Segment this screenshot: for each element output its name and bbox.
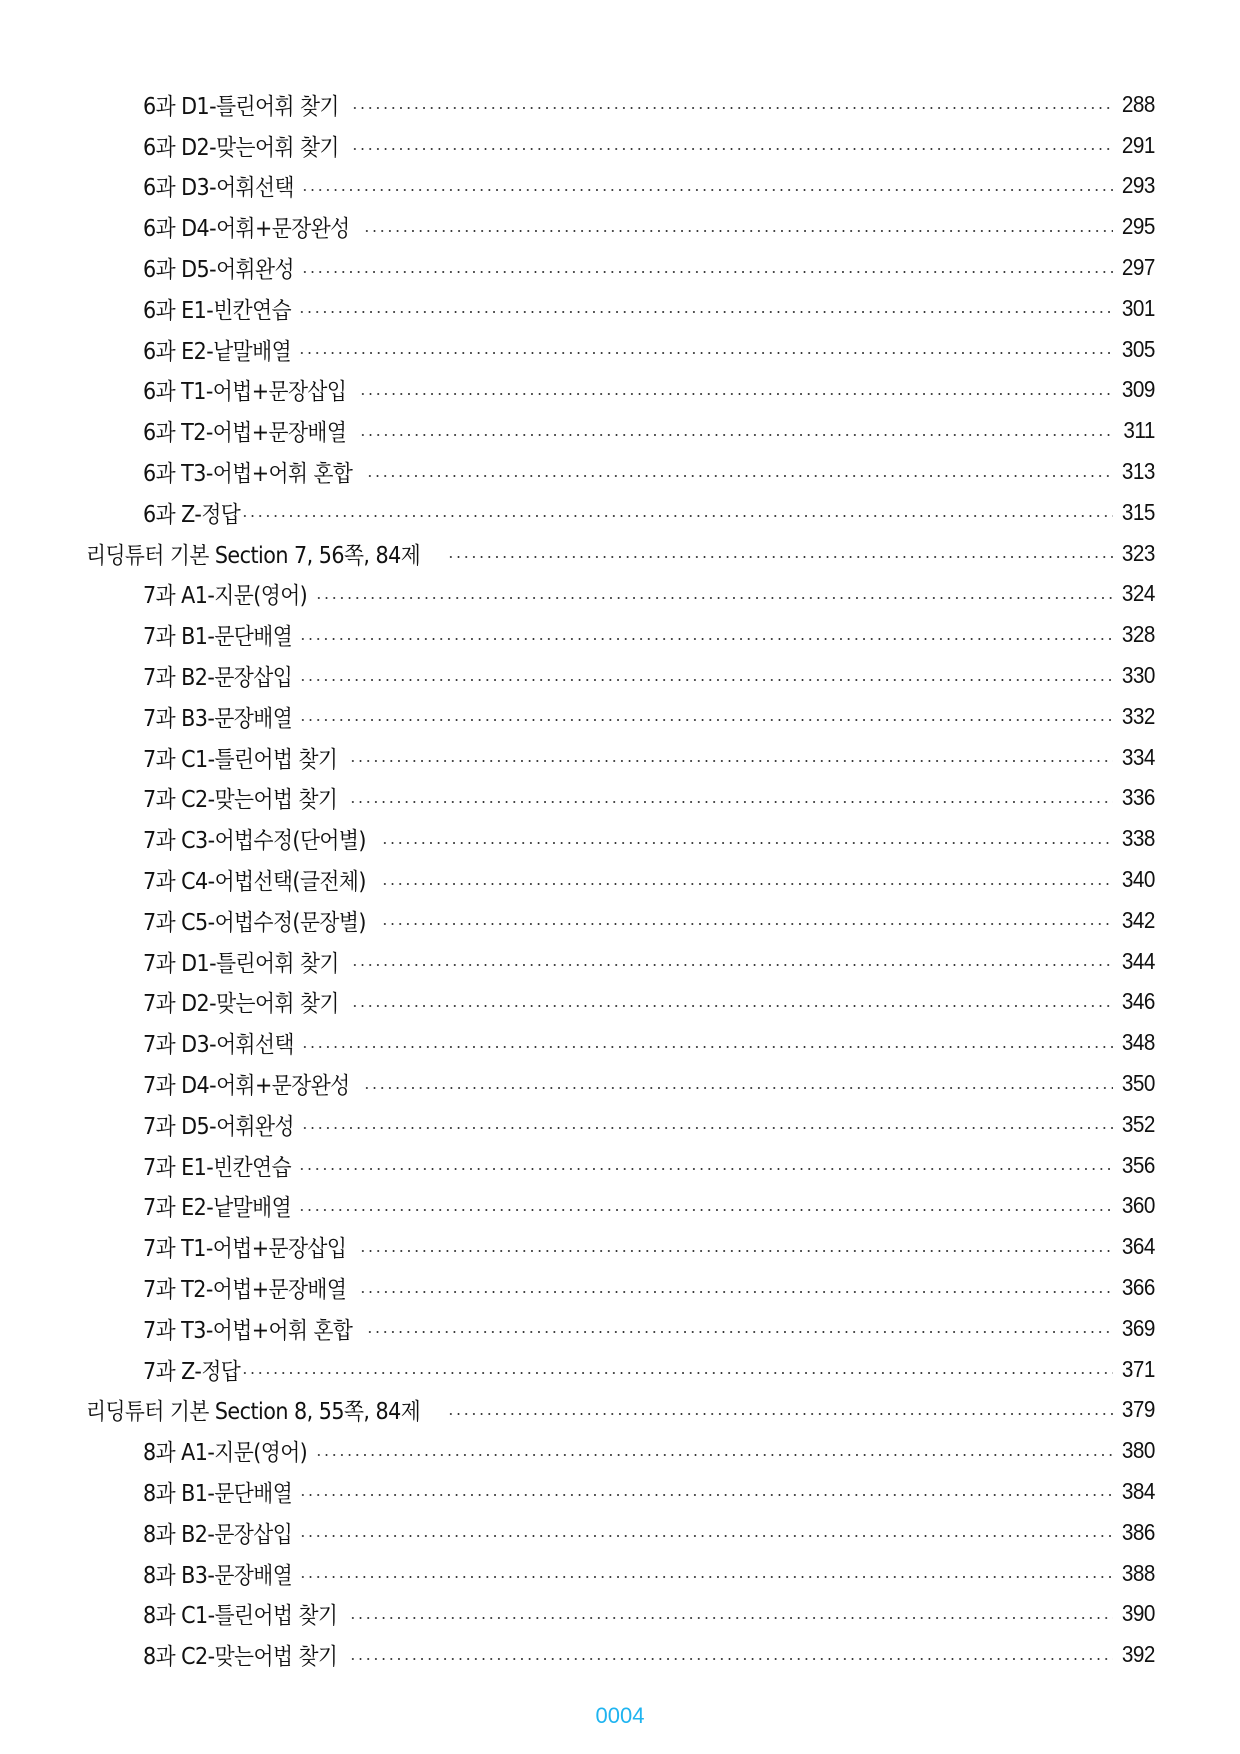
toc-entry-page-number: 324 — [1121, 580, 1155, 607]
toc-lesson-entry[interactable] — [0, 370, 1240, 411]
dot-leader — [349, 760, 1113, 762]
toc-entry-title: 7과 E1-빈칸연습 — [143, 1154, 292, 1181]
dot-leader — [359, 434, 1113, 436]
toc-lesson-entry[interactable] — [0, 125, 1240, 166]
toc-entry-page-number: 336 — [1121, 784, 1155, 811]
toc-entry-page-number: 330 — [1121, 662, 1155, 689]
toc-entry-page-number: 291 — [1121, 131, 1155, 158]
page-number-footer: 0004 — [595, 1703, 645, 1728]
toc-entry-title: 7과 T2-어법+문장배열 — [143, 1277, 347, 1303]
toc-entry-title: 6과 D1-틀린어휘 찾기 — [143, 93, 339, 120]
toc-entry-page-number: 288 — [1121, 90, 1155, 117]
toc-entry-title: 8과 C1-틀린어법 찾기 — [143, 1603, 338, 1630]
toc-lesson-entry[interactable] — [0, 696, 1240, 737]
toc-section-entry[interactable] — [0, 1390, 1240, 1431]
toc-lesson-entry[interactable] — [0, 614, 1240, 655]
toc-lesson-entry[interactable] — [0, 1308, 1240, 1349]
toc-entry-page-number: 297 — [1121, 254, 1155, 281]
toc-entry-title: 7과 T1-어법+문장삽입 — [143, 1236, 347, 1263]
toc-entry-page-number: 309 — [1121, 376, 1155, 403]
toc-entry-page-number: 348 — [1121, 1029, 1155, 1056]
toc-entry-page-number: 293 — [1121, 172, 1155, 199]
toc-entry-title: 7과 D3-어휘선택 — [143, 1032, 294, 1059]
toc-lesson-entry[interactable] — [0, 778, 1240, 819]
toc-entry-title: 6과 E2-낱말배열 — [143, 338, 292, 365]
toc-lesson-entry[interactable] — [0, 1349, 1240, 1390]
dot-leader — [299, 1494, 1113, 1496]
toc-entry-page-number: 338 — [1121, 825, 1155, 852]
toc-entry-title: 7과 C4-어법선택(글전체) — [143, 869, 366, 896]
dot-leader — [241, 1372, 1113, 1374]
toc-entry-page-number: 366 — [1121, 1274, 1155, 1300]
dot-leader — [349, 1658, 1113, 1660]
toc-lesson-entry[interactable] — [0, 1226, 1240, 1267]
dot-leader — [298, 1168, 1114, 1170]
toc-entry-title: 6과 Z-정답 — [143, 501, 241, 528]
toc-lesson-entry[interactable] — [0, 1553, 1240, 1594]
dot-leader — [381, 923, 1113, 925]
toc-lesson-entry[interactable] — [0, 1145, 1240, 1186]
toc-lesson-entry[interactable] — [0, 941, 1240, 982]
dot-leader — [301, 1127, 1113, 1129]
dot-leader — [351, 964, 1113, 966]
dot-leader — [351, 107, 1113, 109]
toc-lesson-entry[interactable] — [0, 1022, 1240, 1063]
toc-lesson-entry[interactable] — [0, 859, 1240, 900]
toc-entry-title: 6과 T1-어법+문장삽입 — [143, 379, 347, 406]
toc-entry-title: 리딩튜터 기본 Section 7, 56쪽, 84제 — [86, 542, 421, 569]
toc-entry-title: 7과 C5-어법수정(문장별) — [143, 909, 366, 936]
toc-entry-title: 7과 T3-어법+어휘 혼합 — [143, 1317, 353, 1344]
toc-lesson-entry[interactable] — [0, 84, 1240, 125]
toc-entry-page-number: 384 — [1121, 1477, 1155, 1504]
toc-entry-page-number: 386 — [1121, 1518, 1155, 1545]
toc-entry-page-number: 350 — [1121, 1070, 1155, 1097]
toc-entry-title: 6과 D2-맞는어휘 찾기 — [143, 134, 339, 161]
toc-lesson-entry[interactable] — [0, 410, 1240, 451]
toc-lesson-entry[interactable] — [0, 492, 1240, 533]
dot-leader — [349, 1617, 1113, 1619]
dot-leader — [299, 719, 1113, 721]
toc-entry-title: 6과 T2-어법+문장배열 — [143, 420, 347, 447]
toc-entry-title: 리딩튜터 기본 Section 8, 55쪽, 84제 — [86, 1399, 421, 1426]
dot-leader — [363, 1087, 1113, 1089]
toc-entry-page-number: 364 — [1121, 1233, 1155, 1260]
toc-entry-title: 6과 T3-어법+어휘 혼합 — [143, 461, 353, 488]
toc-entry-page-number: 301 — [1121, 294, 1155, 321]
toc-lesson-entry[interactable] — [0, 1063, 1240, 1104]
toc-entry-title: 7과 D2-맞는어휘 찾기 — [143, 991, 339, 1018]
toc-lesson-entry[interactable] — [0, 1430, 1240, 1471]
dot-leader — [447, 1413, 1113, 1415]
toc-section-entry[interactable] — [0, 533, 1240, 574]
toc-entry-title: 7과 Z-정답 — [143, 1358, 241, 1385]
dot-leader — [349, 801, 1113, 803]
dot-leader — [381, 842, 1113, 844]
toc-entry-page-number: 342 — [1121, 906, 1155, 933]
toc-entry-page-number: 392 — [1121, 1641, 1155, 1668]
dot-leader — [299, 679, 1113, 681]
toc-entry-title: 6과 D5-어휘완성 — [143, 257, 294, 284]
dot-leader — [366, 475, 1113, 477]
toc-entry-page-number: 323 — [1121, 539, 1155, 566]
toc-entry-title: 7과 B3-문장배열 — [143, 705, 293, 732]
toc-entry-page-number: 352 — [1121, 1110, 1155, 1137]
toc-lesson-entry[interactable] — [0, 166, 1240, 207]
dot-leader — [298, 1209, 1114, 1211]
toc-entry-title: 7과 C3-어법수정(단어별) — [143, 828, 366, 855]
toc-entry-title: 8과 B2-문장삽입 — [143, 1521, 293, 1548]
toc-entry-page-number: 344 — [1121, 947, 1155, 974]
toc-entry-page-number: 328 — [1121, 621, 1155, 648]
toc-lesson-entry[interactable] — [0, 818, 1240, 859]
toc-lesson-entry[interactable] — [0, 574, 1240, 615]
dot-leader — [299, 638, 1113, 640]
toc-entry-page-number: 371 — [1121, 1355, 1155, 1382]
toc-entry-page-number: 332 — [1121, 702, 1155, 729]
toc-entry-page-number: 356 — [1121, 1151, 1155, 1178]
toc-entry-page-number: 334 — [1121, 743, 1155, 770]
toc-entry-title: 8과 B1-문단배열 — [143, 1480, 293, 1507]
dot-leader — [351, 148, 1113, 150]
dot-leader — [299, 1535, 1113, 1537]
toc-entry-title: 7과 D1-틀린어휘 찾기 — [143, 950, 339, 977]
toc-lesson-entry[interactable] — [0, 1634, 1240, 1675]
toc-entry-page-number: 305 — [1121, 335, 1155, 362]
toc-entry-page-number: 369 — [1121, 1314, 1155, 1341]
toc-entry-title: 6과 D3-어휘선택 — [143, 175, 294, 202]
toc-entry-title: 7과 D5-어휘완성 — [143, 1113, 294, 1140]
dot-leader — [363, 230, 1113, 232]
toc-lesson-entry[interactable] — [0, 1186, 1240, 1227]
toc-entry-page-number: 313 — [1121, 458, 1155, 485]
toc-lesson-entry[interactable] — [0, 737, 1240, 778]
toc-entry-title: 7과 B1-문단배열 — [143, 624, 293, 651]
toc-lesson-entry[interactable] — [0, 1471, 1240, 1512]
dot-leader — [381, 883, 1113, 885]
toc-entry-title: 6과 D4-어휘+문장완성 — [143, 216, 350, 243]
toc-entry-page-number: 315 — [1121, 498, 1155, 525]
dot-leader — [241, 515, 1113, 517]
toc-entry-page-number: 295 — [1121, 213, 1155, 240]
toc-entry-page-number: 380 — [1121, 1437, 1155, 1464]
dot-leader — [366, 1331, 1113, 1333]
toc-lesson-entry[interactable] — [0, 329, 1240, 370]
dot-leader — [301, 1046, 1113, 1048]
dot-leader — [301, 189, 1113, 191]
toc-entry-page-number: 390 — [1121, 1600, 1155, 1627]
dot-leader — [359, 1291, 1113, 1293]
toc-entry-title: 7과 D4-어휘+문장완성 — [143, 1073, 350, 1100]
toc-lesson-entry[interactable] — [0, 655, 1240, 696]
toc-entry-title: 7과 B2-문장삽입 — [143, 665, 293, 692]
dot-leader — [359, 1250, 1113, 1252]
toc-entry-title: 7과 E2-낱말배열 — [143, 1195, 292, 1222]
toc-lesson-entry[interactable] — [0, 1512, 1240, 1553]
dot-leader — [351, 1005, 1113, 1007]
toc-entry-page-number: 360 — [1121, 1192, 1155, 1219]
toc-lesson-entry[interactable] — [0, 206, 1240, 247]
toc-lesson-entry[interactable] — [0, 1267, 1240, 1308]
toc-entry-title: 7과 C2-맞는어법 찾기 — [143, 787, 338, 814]
toc-lesson-entry[interactable] — [0, 247, 1240, 288]
dot-leader — [315, 597, 1113, 599]
toc-entry-page-number: 388 — [1121, 1559, 1155, 1586]
dot-leader — [315, 1454, 1113, 1456]
toc-entry-title: 7과 C1-틀린어법 찾기 — [143, 746, 338, 773]
toc-entry-page-number: 340 — [1121, 866, 1155, 893]
toc-lesson-entry[interactable] — [0, 451, 1240, 492]
dot-leader — [447, 556, 1113, 558]
dot-leader — [359, 393, 1113, 395]
dot-leader — [299, 1576, 1113, 1578]
dot-leader — [298, 311, 1114, 313]
dot-leader — [298, 352, 1114, 354]
toc-lesson-entry[interactable] — [0, 982, 1240, 1023]
toc-entry-page-number: 346 — [1121, 988, 1155, 1015]
toc-entry-title: 8과 B3-문장배열 — [143, 1562, 293, 1589]
toc-lesson-entry[interactable] — [0, 1104, 1240, 1145]
table-of-contents — [0, 84, 1240, 1675]
dot-leader — [301, 271, 1113, 273]
toc-lesson-entry[interactable] — [0, 1593, 1240, 1634]
toc-lesson-entry[interactable] — [0, 288, 1240, 329]
toc-entry-title: 8과 A1-지문(영어) — [143, 1440, 308, 1467]
toc-entry-title: 8과 C2-맞는어법 찾기 — [143, 1644, 338, 1671]
toc-lesson-entry[interactable] — [0, 900, 1240, 941]
toc-entry-page-number: 379 — [1121, 1396, 1155, 1423]
toc-entry-title: 6과 E1-빈칸연습 — [143, 297, 292, 324]
toc-entry-title: 7과 A1-지문(영어) — [143, 583, 308, 610]
toc-entry-page-number: 311 — [1123, 417, 1155, 444]
